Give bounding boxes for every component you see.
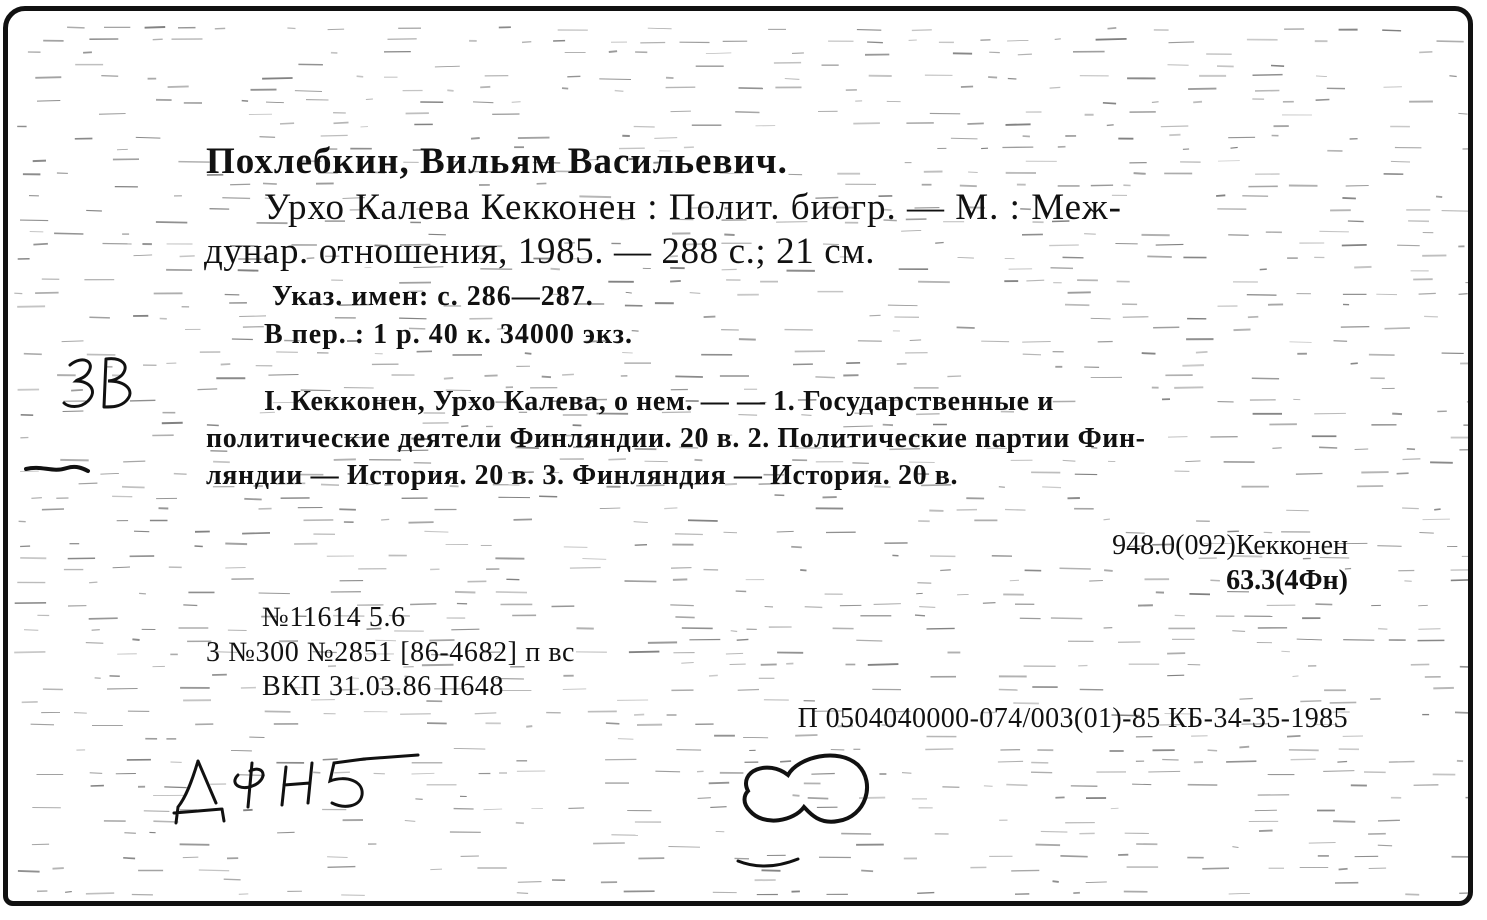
subject-line-3: ляндии — История. 20 в. 3. Финляндия — История. 20 в. bbox=[206, 460, 959, 491]
subject-line-2: политические деятели Финляндии. 20 в. 2. Политические партии Фин- bbox=[206, 423, 1146, 454]
printing-date: ВКП 31.03.86 П648 bbox=[262, 671, 504, 702]
udc-classification: 948.0(092)Кекконен bbox=[1112, 530, 1348, 561]
subject-line-1: I. Кекконен, Урхо Калева, о нем. — — 1. Государственные и bbox=[264, 386, 1054, 417]
publisher-code: П 0504040000-074/003(01)-85 КБ-34-35-1985 bbox=[797, 703, 1348, 734]
title-line-2: дунар. отношения, 1985. — 288 с.; 21 см. bbox=[204, 231, 876, 272]
catalog-card bbox=[3, 6, 1473, 906]
loop-scribble bbox=[708, 741, 888, 881]
scribble-mark bbox=[22, 459, 92, 479]
price-note: В пер. : 1 р. 40 к. 34000 экз. bbox=[264, 319, 633, 350]
order-number: №11614 5.6 bbox=[262, 602, 406, 633]
author-heading: Похлебкин, Вильям Васильевич. bbox=[206, 141, 788, 182]
handwritten-shelf-code bbox=[168, 741, 428, 831]
print-codes: 3 №300 №2851 [86-4682] п вс bbox=[206, 637, 576, 668]
title-line-1: Урхо Калева Кекконен : Полит. биогр. — М. : Меж- bbox=[264, 187, 1122, 228]
handwritten-margin-mark bbox=[60, 351, 150, 421]
index-note: Указ. имен: с. 286—287. bbox=[272, 281, 594, 312]
bbk-classification: 63.3(4Фн) bbox=[1226, 565, 1348, 596]
